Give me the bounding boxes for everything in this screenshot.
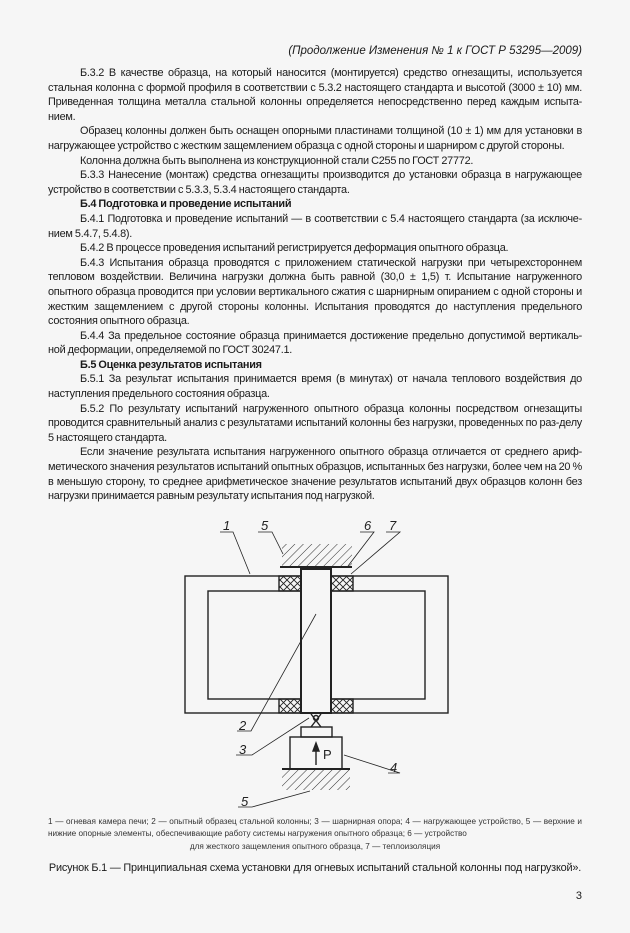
bottom-support-hatch	[282, 770, 350, 790]
load-label: P	[323, 746, 332, 762]
label-3: 3	[239, 741, 247, 757]
paragraph: Колонна должна быть выполнена из конструкционной стали С255 по ГОСТ 27772.	[80, 154, 474, 167]
label-6: 6	[364, 517, 372, 533]
column-test-diagram	[0, 510, 630, 812]
page	[48, 0, 582, 933]
page-number: 3	[575, 890, 582, 903]
paragraph: Б.4.3 Испытания образца проводятся с приложением статической нагрузки при четырехстороннем тепловом воздействии. Величина нагрузки должна быть равной (30,0 ± 1,5) т. Испытание нагруженного опытного образца проводится при условии вертикального сжатия с шарнирным опиранием с одной стороны и жестким защемлением с другой стороны колонны. Испытания проводятся до наступления предельного состояния опытного образца.	[48, 256, 582, 328]
legend-line-2: для жесткого защемления опытного образца, 7 — теплоизоляция	[189, 841, 441, 851]
label-5-bottom: 5	[241, 793, 249, 809]
paragraph: Б.3.2 В качестве образца, на который наносится (монтируется) средство огнезащиты, используется стальная колонна с формой профиля в соответствии с 5.3.2 настоящего стандарта и высотой (3000 ± 10) мм. Приведенная толщина металла стальной колонны определяется непосредственно перед каждым испыта-нием.	[48, 67, 582, 123]
label-1: 1	[223, 517, 231, 533]
insulation-top-left	[279, 576, 301, 591]
label-2: 2	[239, 717, 247, 733]
paragraph: Б.4.2 В процессе проведения испытаний регистрируется деформация опытного образца.	[80, 242, 509, 255]
insulation-bottom-right	[331, 699, 353, 713]
label-4: 4	[390, 759, 398, 775]
body-text	[48, 66, 582, 504]
label-5-top: 5	[261, 517, 269, 533]
figure	[48, 510, 582, 812]
insulation-top-right	[331, 576, 353, 591]
top-support-hatch	[282, 544, 352, 567]
paragraph: Б.4.1 Подготовка и проведение испытаний — в соответствии с 5.4 настоящего стандарта (за исключе-нием 5.4.7, 5.4.8).	[48, 212, 582, 240]
loading-piston	[301, 727, 332, 737]
steel-column	[301, 569, 331, 713]
figure-caption: Рисунок Б.1 — Принципиальная схема установки для огневых испытаний стальной колонны под нагрузкой».	[48, 862, 582, 875]
paragraph: Б.3.3 Нанесение (монтаж) средства огнезащиты производится до установки образца в нагружающее устройство в соответствии с 5.3.3, 5.3.4 настоящего стандарта.	[48, 169, 582, 196]
figure-legend	[48, 816, 582, 854]
paragraph: Б.5.1 За результат испытания принимается время (в минутах) от начала теплового воздействия до наступления предельного состояния образца.	[48, 373, 582, 401]
running-header: (Продолжение Изменения № 1 к ГОСТ Р 53295—2009)	[288, 45, 582, 57]
hinge-support	[311, 714, 321, 727]
label-7: 7	[389, 517, 397, 533]
paragraph: Б.4.4 За предельное состояние образца принимается достижение предельно допустимой вертикаль-ной деформации, определяемой по ГОСТ 30247.1.	[48, 329, 582, 357]
section-heading: Б.5 Оценка результатов испытания	[80, 358, 262, 371]
legend-line-1: 1 — огневая камера печи; 2 — опытный образец стальной колонны; 3 — шарнирная опора; 4 — нагружающее устройство, 5 — верхние и нижние опорные элементы, обеспечивающие работу системы нагружения опытного образца; 6 — устройство	[48, 816, 582, 839]
insulation-bottom-left	[279, 699, 301, 713]
paragraph: Б.5.2 По результату испытаний нагруженного опытного образца колонны посредством огнезащиты проводится сравнительный анализ с результатами испытаний колонны без нагрузки, проведенных по раз-делу 5 настоящего стандарта.	[48, 402, 582, 444]
section-heading: Б.4 Подготовка и проведение испытаний	[80, 198, 292, 211]
paragraph: Образец колонны должен быть оснащен опорными пластинами толщиной (10 ± 1) мм для установки в нагружающее устройство с жестким защемлением образца с одной стороны и шарниром с другой стороны.	[48, 125, 582, 152]
paragraph: Если значение результата испытания нагруженного опытного образца отличается от среднего ариф-метического значения результатов испытаний опытных образцов, испытанных без нагрузки, более чем на 20 % в меньшую сторону, то среднее арифметическое значение результатов испытаний двух образцов колонн без нагрузки принимается равным результату испытания под нагрузкой.	[48, 446, 582, 503]
